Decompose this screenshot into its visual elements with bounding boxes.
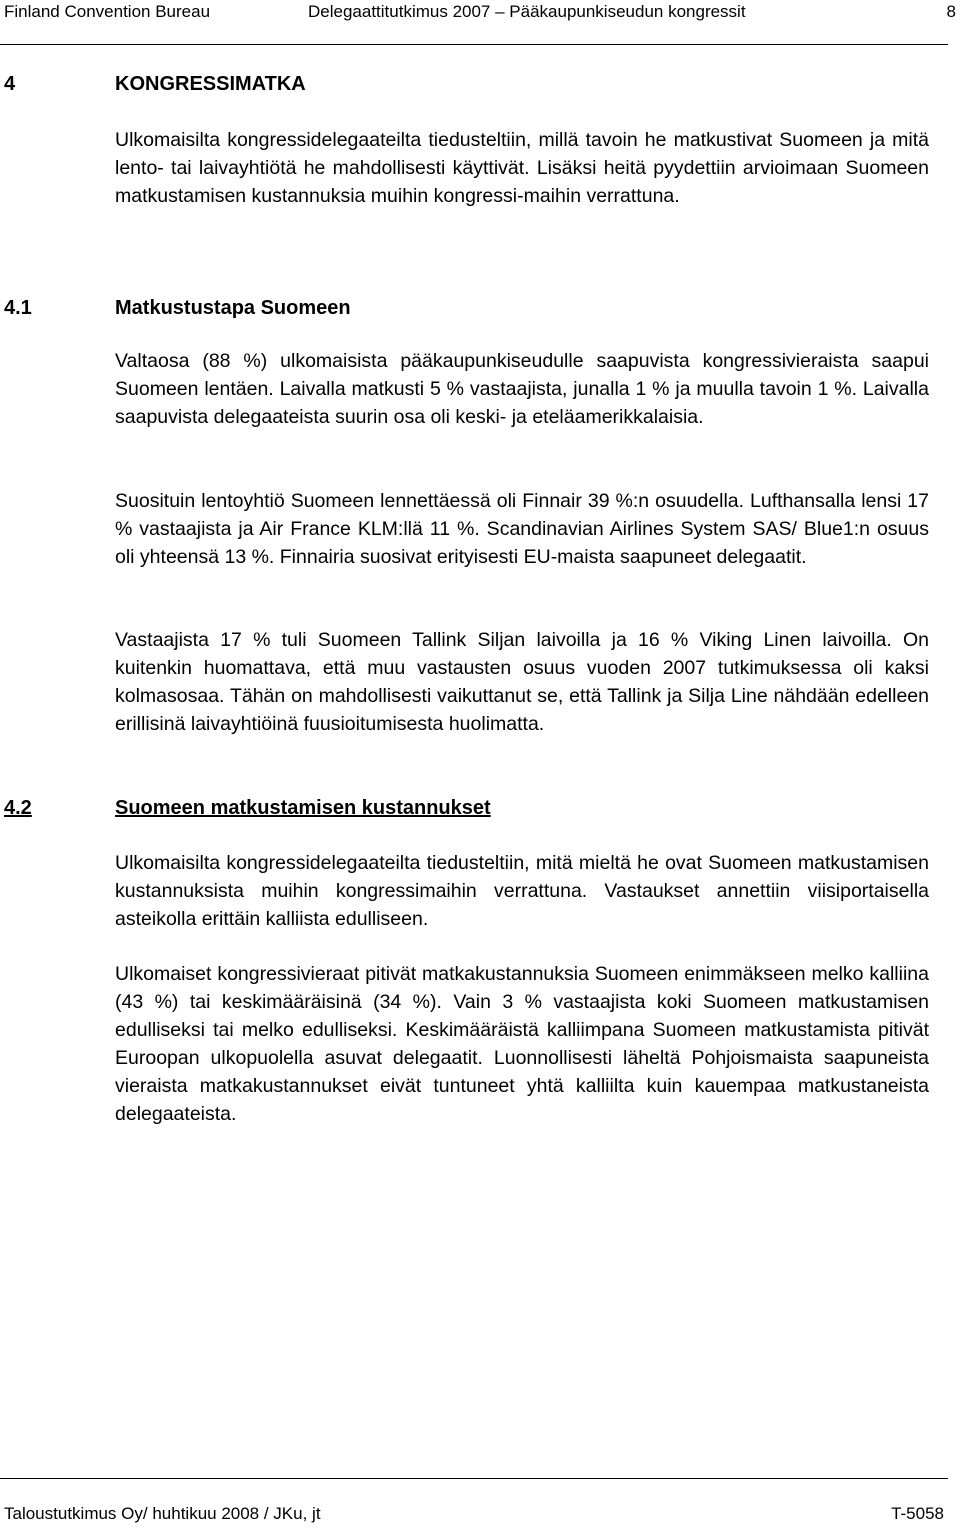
header-divider <box>0 44 948 45</box>
section-4-2-paragraph-2: Ulkomaiset kongressivieraat pitivät matkakustannuksia Suomeen enimmäkseen melko kalliina (43 %) tai keskimääräisinä (34 %). Vain 3 % vastaajista koki Suomeen matkustamisen edulliseksi tai melko edulliseksi. Keskimääräistä kalliimpana Suomeen matkustamista pitivät Euroopan ulkopuolella asuvat delegaatit. Luonnollisesti läheltä Pohjoismaista saapuneista vieraista matkakustannukset eivät tuntuneet yhtä kalliilta kuin kauempaa matkustaneista delegaateista. <box>115 963 929 1125</box>
footer-report-code: T-5058 <box>891 1504 944 1523</box>
page-header <box>0 0 960 24</box>
footer-publisher: Taloustutkimus Oy/ huhtikuu 2008 / JKu, jt <box>4 1504 321 1523</box>
section-4-1-number: 4.1 <box>4 297 32 319</box>
header-document-title: Delegaattitutkimus 2007 – Pääkaupunkiseudun kongressit <box>308 2 746 21</box>
footer-divider <box>0 1478 948 1479</box>
header-page-number: 8 <box>946 2 956 21</box>
section-4-number: 4 <box>4 73 16 95</box>
section-4-1-paragraph-2: Suosituin lentoyhtiö Suomeen lennettäessä oli Finnair 39 %:n osuudella. Lufthansalla lensi 17 % vastaajista ja Air France KLM:llä 11 %. Scandinavian Airlines System SAS/ Blue1:n osuus oli yhteensä 13 %. Finnairia suosivat erityisesti EU-maista saapuneet delegaatit. <box>115 490 929 568</box>
section-4-1-title: Matkustustapa Suomeen <box>115 297 351 319</box>
section-4-title: KONGRESSIMATKA <box>115 73 306 95</box>
section-4-intro: Ulkomaisilta kongressidelegaateilta tiedusteltiin, millä tavoin he matkustivat Suomeen ja mitä lento- tai laivayhtiötä he mahdollisesti käyttivät. Lisäksi heitä pyydettiin arvioimaan Suomeen matkustamisen kustannuksia muihin kongressi-maihin verrattuna. <box>115 129 929 207</box>
header-organization: Finland Convention Bureau <box>4 2 211 21</box>
section-4-2-title: Suomeen matkustamisen kustannukset <box>115 797 491 819</box>
section-4-2-number: 4.2 <box>4 797 32 819</box>
section-4-2-paragraph-1: Ulkomaisilta kongressidelegaateilta tiedusteltiin, mitä mieltä he ovat Suomeen matkustamisen kustannuksista muihin kongressimaihin verrattuna. Vastaukset annettiin viisiportaisella asteikolla erittäin kalliista edulliseen. <box>115 852 929 930</box>
section-4-1-paragraph-1: Valtaosa (88 %) ulkomaisista pääkaupunkiseudulle saapuvista kongressivieraista saapui Suomeen lentäen. Laivalla matkusti 5 % vastaajista, junalla 1 % ja muulla tavoin 1 %. Laivalla saapuvista delegaateista suurin osa oli keski- ja eteläamerikkalaisia. <box>115 350 929 428</box>
section-4-1-paragraph-3: Vastaajista 17 % tuli Suomeen Tallink Siljan laivoilla ja 16 % Viking Linen laivoilla. On kuitenkin huomattava, että muu vastausten osuus vuoden 2007 tutkimuksessa oli kaksi kolmasosaa. Tähän on mahdollisesti vaikuttanut se, että Tallink ja Silja Line nähdään edelleen erillisinä laivayhtiöinä fuusioitumisesta huolimatta. <box>115 629 929 735</box>
